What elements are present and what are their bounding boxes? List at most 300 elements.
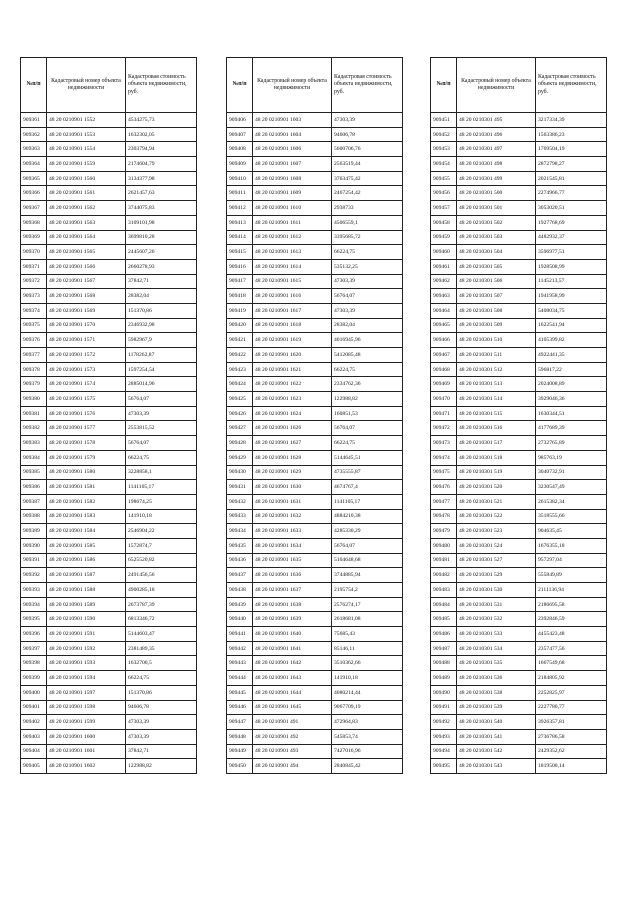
cell-cadastral-number: 48 20 0210301 520 [457,480,536,495]
cell-cadastral-value: 2621457,63 [126,186,197,201]
table-row [227,553,403,568]
cell-cadastral-value: 141910,18 [126,509,197,524]
cell-cadastral-number: 48 20 0210901 1627 [253,436,332,451]
cell-cadastral-number: 48 20 0210901 1585 [47,538,126,553]
table-row [431,612,607,627]
cell-cadastral-value: 37842,71 [126,744,197,759]
table-row [21,171,197,186]
cell-cadastral-number: 48 20 0210901 1642 [253,656,332,671]
cell-cadastral-number: 48 20 0210901 1628 [253,450,332,465]
cell-cadastral-value: 5144603,47 [126,627,197,642]
cell-cadastral-value: 2618681,08 [332,612,403,627]
table-row [227,392,403,407]
table-row [21,553,197,568]
table-row [21,744,197,759]
cell-cadastral-number: 48 20 0210901 1586 [47,553,126,568]
cell-cadastral-value: 1597254,54 [126,362,197,377]
cell-cadastral-number: 48 20 0210901 1554 [47,142,126,157]
cell-num: 909458 [431,215,457,230]
table-row [227,597,403,612]
cell-cadastral-number: 48 20 0210301 504 [457,245,536,260]
cell-num: 909365 [21,171,47,186]
cell-num: 909425 [227,392,253,407]
cell-num: 909435 [227,538,253,553]
cell-num: 909373 [21,289,47,304]
cell-cadastral-value: 1630344,51 [536,406,607,421]
cell-num: 909450 [227,759,253,774]
table-row [431,656,607,671]
table-row [227,671,403,686]
table-row [431,524,607,539]
cell-num: 909479 [431,524,457,539]
cell-num: 909460 [431,245,457,260]
table-row [431,480,607,495]
cell-cadastral-value: 2111136,94 [536,583,607,598]
cell-num: 909477 [431,494,457,509]
cell-cadastral-value: 75685,43 [332,627,403,642]
cell-cadastral-value: 5982967,9 [126,333,197,348]
table-row [227,157,403,172]
cell-cadastral-number: 48 20 0210901 1601 [47,744,126,759]
cell-cadastral-number: 48 20 0210301 530 [457,583,536,598]
cell-cadastral-number: 48 20 0210901 1589 [47,597,126,612]
table-row [21,201,197,216]
table-header-row [431,58,607,113]
cell-cadastral-number: 48 20 0210301 527 [457,553,536,568]
cell-cadastral-value: 2885014,96 [126,377,197,392]
cell-cadastral-value: 2381489,35 [126,641,197,656]
cell-num: 909415 [227,245,253,260]
cell-cadastral-value: 151370,86 [126,303,197,318]
cell-cadastral-value: 2195754,2 [332,583,403,598]
table-row [227,524,403,539]
cell-cadastral-value: 1667549,68 [536,656,607,671]
registry-table-2 [226,57,403,774]
table-row [431,245,607,260]
cell-num: 909419 [227,303,253,318]
cell-num: 909417 [227,274,253,289]
table-row [227,303,403,318]
table-row [227,348,403,363]
table-row [431,685,607,700]
table-row [431,627,607,642]
cell-cadastral-number: 48 20 0210901 1567 [47,274,126,289]
table-row [21,524,197,539]
table-row [431,641,607,656]
table-row [227,627,403,642]
cell-num: 909431 [227,480,253,495]
cell-cadastral-number: 48 20 0210301 543 [457,759,536,774]
table-row [431,157,607,172]
cell-cadastral-number: 48 20 0210901 1609 [253,186,332,201]
cell-cadastral-number: 48 20 0210301 500 [457,186,536,201]
cell-cadastral-number: 48 20 0210901 1582 [47,494,126,509]
cell-cadastral-number: 48 20 0210301 501 [457,201,536,216]
cell-num: 909406 [227,113,253,128]
cell-cadastral-value: 904635,45 [536,524,607,539]
cell-cadastral-value: 3744075,83 [126,201,197,216]
cell-num: 909438 [227,583,253,598]
table-row [431,171,607,186]
cell-cadastral-value: 4177689,39 [536,421,607,436]
cell-num: 909468 [431,362,457,377]
cell-cadastral-value: 122988,82 [126,759,197,774]
cell-num: 909463 [431,289,457,304]
cell-cadastral-number: 48 20 0210901 1569 [47,303,126,318]
cell-cadastral-value: 2546904,22 [126,524,197,539]
cell-cadastral-number: 48 20 0210901 1633 [253,524,332,539]
cell-cadastral-number: 48 20 0210301 518 [457,450,536,465]
cell-cadastral-value: 545853,74 [332,729,403,744]
cell-cadastral-number: 48 20 0210301 497 [457,142,536,157]
header-num: №п/п [21,58,47,113]
cell-cadastral-number: 48 20 0210301 523 [457,524,536,539]
cell-num: 909467 [431,348,457,363]
header-cadastral-value: Кадастровая стоимость объекта недвижимости, руб. [536,58,607,113]
cell-cadastral-number: 48 20 0210301 534 [457,641,536,656]
cell-num: 909400 [21,685,47,700]
cell-cadastral-number: 48 20 0210901 1635 [253,553,332,568]
table-row [227,700,403,715]
cell-cadastral-value: 66224,75 [332,436,403,451]
cell-cadastral-value: 5600706,76 [332,142,403,157]
table-row [431,700,607,715]
cell-num: 909383 [21,436,47,451]
cell-cadastral-value: 1141105,17 [332,494,403,509]
cell-num: 909413 [227,215,253,230]
table-row [431,289,607,304]
cell-num: 909380 [21,392,47,407]
cell-cadastral-number: 48 20 0210901 1580 [47,465,126,480]
cell-cadastral-value: 47303,39 [126,729,197,744]
cell-cadastral-number: 48 20 0210901 1593 [47,656,126,671]
table-row [21,700,197,715]
table-row [21,671,197,686]
cell-num: 909430 [227,465,253,480]
cell-cadastral-value: 2357477,56 [536,641,607,656]
table-row [431,230,607,245]
cell-num: 909381 [21,406,47,421]
cell-cadastral-number: 48 20 0210901 1597 [47,685,126,700]
cell-num: 909412 [227,201,253,216]
cell-num: 909485 [431,612,457,627]
cell-num: 909488 [431,656,457,671]
cell-cadastral-number: 48 20 0210901 1553 [47,127,126,142]
cell-num: 909367 [21,201,47,216]
cell-num: 909387 [21,494,47,509]
cell-cadastral-value: 3109101,98 [126,215,197,230]
cell-cadastral-value: 2491456,56 [126,568,197,583]
cell-cadastral-value: 2872798,27 [536,157,607,172]
cell-cadastral-value: 6525520,82 [126,553,197,568]
cell-num: 909382 [21,421,47,436]
cell-cadastral-number: 48 20 0210901 1587 [47,568,126,583]
cell-cadastral-number: 48 20 0210901 1588 [47,583,126,598]
cell-num: 909434 [227,524,253,539]
cell-cadastral-value: 2024008,89 [536,377,607,392]
cell-num: 909433 [227,509,253,524]
cell-num: 909361 [21,113,47,128]
cell-num: 909473 [431,436,457,451]
cell-cadastral-value: 5408034,75 [536,303,607,318]
cell-cadastral-number: 48 20 0210301 503 [457,230,536,245]
table-row [431,406,607,421]
cell-cadastral-value: 1632700,5 [126,656,197,671]
cell-cadastral-number: 48 20 0210901 1607 [253,157,332,172]
cell-cadastral-value: 2303794,94 [126,142,197,157]
cell-cadastral-number: 48 20 0210301 519 [457,465,536,480]
cell-cadastral-number: 48 20 0210901 1583 [47,509,126,524]
table-row [227,186,403,201]
cell-cadastral-number: 48 20 0210901 1644 [253,685,332,700]
table-row [227,215,403,230]
cell-cadastral-number: 48 20 0210901 1610 [253,201,332,216]
cell-cadastral-number: 48 20 0210301 516 [457,421,536,436]
header-cadastral-value: Кадастровая стоимость объекта недвижимости, руб. [332,58,403,113]
cell-cadastral-value: 2615382,34 [536,494,607,509]
table-row [21,230,197,245]
cell-num: 909414 [227,230,253,245]
cell-cadastral-number: 48 20 0210901 1577 [47,421,126,436]
cell-cadastral-number: 48 20 0210901 1615 [253,274,332,289]
cell-cadastral-value: 28382,04 [332,318,403,333]
cell-num: 909489 [431,671,457,686]
header-cadastral-number: Кадастровый номер объекта недвижимости [457,58,536,113]
cell-cadastral-number: 48 20 0210301 499 [457,171,536,186]
cell-num: 909372 [21,274,47,289]
cell-cadastral-value: 47303,39 [126,715,197,730]
cell-cadastral-number: 48 20 0210901 1617 [253,303,332,318]
table-row [21,362,197,377]
cell-cadastral-number: 48 20 0210901 1622 [253,377,332,392]
cell-cadastral-value: 1632302,05 [126,127,197,142]
cell-num: 909441 [227,627,253,642]
cell-num: 909378 [21,362,47,377]
cell-num: 909444 [227,671,253,686]
table-row [21,142,197,157]
cell-cadastral-number: 48 20 0210901 1576 [47,406,126,421]
cell-cadastral-value: 66224,75 [332,362,403,377]
cell-num: 909469 [431,377,457,392]
cell-num: 909429 [227,450,253,465]
cell-cadastral-number: 48 20 0210901 1575 [47,392,126,407]
cell-cadastral-number: 48 20 0210301 541 [457,729,536,744]
cell-num: 909487 [431,641,457,656]
table-row [21,333,197,348]
cell-cadastral-number: 48 20 0210901 1620 [253,348,332,363]
table-row [21,641,197,656]
cell-cadastral-value: 596817,22 [536,362,607,377]
cell-cadastral-value: 3395685,72 [332,230,403,245]
cell-cadastral-value: 2227780,77 [536,700,607,715]
cell-cadastral-number: 48 20 0210901 1614 [253,259,332,274]
cell-cadastral-value: 3228858,1 [126,465,197,480]
cell-cadastral-value: 1927768,69 [536,215,607,230]
table-row [21,421,197,436]
table-row [227,421,403,436]
cell-cadastral-value: 1178262,87 [126,348,197,363]
cell-cadastral-number: 48 20 0210901 1631 [253,494,332,509]
cell-cadastral-number: 48 20 0210301 495 [457,113,536,128]
cell-num: 909363 [21,142,47,157]
header-cadastral-number: Кадастровый номер объекта недвижимости [253,58,332,113]
cell-num: 909389 [21,524,47,539]
cell-cadastral-number: 48 20 0210901 1634 [253,538,332,553]
cell-num: 909490 [431,685,457,700]
cell-num: 909411 [227,186,253,201]
cell-cadastral-number: 48 20 0210901 1562 [47,201,126,216]
cell-cadastral-value: 4534275,73 [126,113,197,128]
table-row [227,245,403,260]
cell-cadastral-number: 48 20 0210901 1594 [47,671,126,686]
cell-cadastral-value: 4482932,37 [536,230,607,245]
table-row [227,612,403,627]
table-row [431,186,607,201]
cell-cadastral-number: 48 20 0210901 1611 [253,215,332,230]
cell-cadastral-value: 1141105,17 [126,480,197,495]
cell-cadastral-value: 2467254,42 [332,186,403,201]
cell-num: 909423 [227,362,253,377]
cell-cadastral-value: 5104648,68 [332,553,403,568]
cell-cadastral-value: 2021545,81 [536,171,607,186]
cell-num: 909451 [431,113,457,128]
table-row [431,421,607,436]
cell-num: 909409 [227,157,253,172]
table-row [431,450,607,465]
table-row [431,729,607,744]
cell-num: 909371 [21,259,47,274]
cell-cadastral-number: 48 20 0210301 511 [457,348,536,363]
cell-cadastral-number: 48 20 0210301 514 [457,392,536,407]
cell-cadastral-number: 48 20 0210901 1604 [253,127,332,142]
cell-cadastral-number: 48 20 0210901 1590 [47,612,126,627]
table-row [227,127,403,142]
table-row [21,348,197,363]
cell-num: 909391 [21,553,47,568]
cell-num: 909392 [21,568,47,583]
cell-num: 909494 [431,744,457,759]
cell-num: 909384 [21,450,47,465]
cell-cadastral-value: 56764,07 [332,289,403,304]
cell-cadastral-number: 48 20 0210901 1623 [253,392,332,407]
table-row [431,509,607,524]
cell-num: 909405 [21,759,47,774]
cell-num: 909422 [227,348,253,363]
cell-cadastral-number: 48 20 0210901 1612 [253,230,332,245]
cell-cadastral-value: 6813346,72 [126,612,197,627]
cell-cadastral-value: 94606,78 [126,700,197,715]
cell-num: 909439 [227,597,253,612]
cell-cadastral-number: 48 20 0210301 535 [457,656,536,671]
table-row [431,303,607,318]
cell-num: 909364 [21,157,47,172]
cell-num: 909465 [431,318,457,333]
cell-num: 909410 [227,171,253,186]
cell-num: 909445 [227,685,253,700]
table-row [227,259,403,274]
cell-cadastral-value: 4900285,18 [126,583,197,598]
table-row [21,568,197,583]
cell-cadastral-number: 48 20 0210901 1559 [47,157,126,172]
table-row [21,318,197,333]
cell-num: 909428 [227,436,253,451]
cell-num: 909443 [227,656,253,671]
cell-cadastral-number: 48 20 0210301 506 [457,274,536,289]
table-row [227,171,403,186]
cell-cadastral-value: 4016945,96 [332,333,403,348]
cell-cadastral-number: 48 20 0210301 512 [457,362,536,377]
cell-num: 909475 [431,465,457,480]
cell-cadastral-value: 5412085,48 [332,348,403,363]
table-row [21,113,197,128]
cell-cadastral-value: 2334762,36 [332,377,403,392]
table-row [431,333,607,348]
cell-cadastral-number: 48 20 0210901 1639 [253,612,332,627]
cell-cadastral-value: 47303,39 [126,406,197,421]
table-row [227,744,403,759]
cell-cadastral-value: 4735555,87 [332,465,403,480]
cell-num: 909446 [227,700,253,715]
cell-cadastral-value: 85146,11 [332,641,403,656]
cell-num: 909436 [227,553,253,568]
cell-cadastral-value: 1572874,7 [126,538,197,553]
table-row [227,759,403,774]
header-cadastral-number: Кадастровый номер объекта недвижимости [47,58,126,113]
cell-cadastral-number: 48 20 0210901 1598 [47,700,126,715]
cell-cadastral-value: 3926357,81 [536,715,607,730]
table-row [227,362,403,377]
cell-num: 909376 [21,333,47,348]
cell-num: 909456 [431,186,457,201]
table-row [21,612,197,627]
cell-num: 909455 [431,171,457,186]
table-row [431,113,607,128]
cell-num: 909472 [431,421,457,436]
cell-num: 909478 [431,509,457,524]
cell-cadastral-number: 48 20 0210301 515 [457,406,536,421]
cell-cadastral-value: 3040732,91 [536,465,607,480]
cell-cadastral-number: 48 20 0210901 1636 [253,568,332,583]
header-cadastral-value: Кадастровая стоимость объекта недвижимости, руб. [126,58,197,113]
cell-cadastral-number: 48 20 0210301 524 [457,538,536,553]
cell-cadastral-value: 66224,75 [126,450,197,465]
cell-cadastral-number: 48 20 0210901 1572 [47,348,126,363]
table-row [431,392,607,407]
cell-cadastral-value: 1769504,19 [536,142,607,157]
cell-cadastral-value: 94606,78 [332,127,403,142]
table-row [21,274,197,289]
cell-cadastral-number: 48 20 0210301 529 [457,568,536,583]
cell-num: 909374 [21,303,47,318]
cell-cadastral-value: 4080214,44 [332,685,403,700]
table-row [227,656,403,671]
cell-num: 909379 [21,377,47,392]
cell-num: 909418 [227,289,253,304]
cell-cadastral-number: 48 20 0210901 1599 [47,715,126,730]
cell-num: 909484 [431,597,457,612]
cell-cadastral-value: 2252825,97 [536,685,607,700]
cell-cadastral-value: 151370,86 [126,685,197,700]
cell-num: 909386 [21,480,47,495]
cell-num: 909453 [431,142,457,157]
cell-cadastral-value: 47303,39 [332,113,403,128]
cell-cadastral-number: 48 20 0210901 1621 [253,362,332,377]
cell-cadastral-value: 5144645,51 [332,450,403,465]
cell-num: 909442 [227,641,253,656]
cell-num: 909432 [227,494,253,509]
registry-table-1 [20,57,197,774]
cell-cadastral-value: 3699810,28 [126,230,197,245]
